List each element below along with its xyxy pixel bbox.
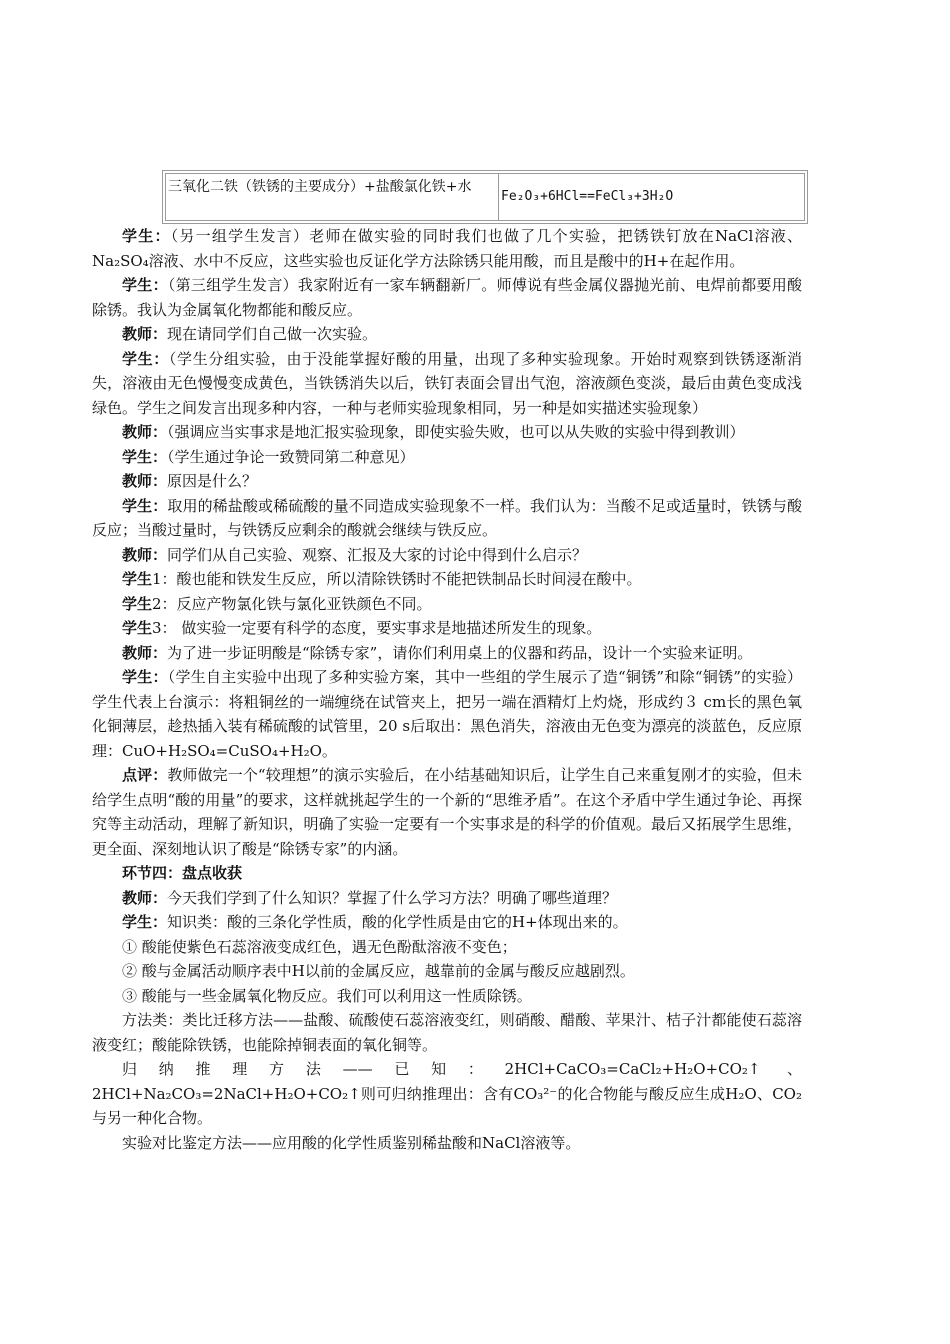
paragraph [92,616,802,641]
paragraph-text: ③ 酸能与一些金属氧化物反应。我们可以利用这一性质除锈。 [122,986,532,1005]
paragraph-text: 2：反应产物氯化铁与氯化亚铁颜色不同。 [152,594,432,613]
speaker-label: 学生： [122,227,171,245]
paragraph-text: （学生分组实验，由于没能掌握好酸的用量，出现了多种实验现象。开始时观察到铁锈逐渐消失，溶液由无色慢慢变成黄色，当铁锈消失以后，铁钉表面会冒出气泡，溶液颜色变淡，最后由黄色变成浅绿色。学生之间发言出现多种内容，一种与老师实验现象相同，另一种是如实描述实验现象） [92,349,802,417]
speaker-label: 教师： [122,423,168,441]
paragraph [92,273,802,322]
speaker-label: 教师： [122,472,168,490]
speaker-label: 点评： [122,766,168,784]
speaker-label: 学生： [122,447,168,466]
speaker-label: 学生 [122,619,153,637]
paragraph [92,469,802,494]
paragraph-text: 归纳推理方法——已知：2HCl+CaCO₃=CaCl₂+H₂O+CO₂↑ 、 2HCl+Na₂CO₃=2NaCl+H₂O+CO₂↑则可归纳推理出：含有CO₃²⁻的化合物能与酸反应生成H₂O、CO₂与另一种化合物。 [92,1060,802,1127]
speaker-label: 教师： [122,325,168,343]
paragraph [92,445,802,470]
paragraph [92,1057,802,1131]
paragraph-text: 方法类：类比迁移方法——盐酸、硫酸使石蕊溶液变红，则硝酸、醋酸、苹果汁、桔子汁都能使石蕊溶液变红；酸能除铁锈，也能除掉铜表面的氧化铜等。 [92,1011,802,1054]
paragraph [92,665,802,763]
paragraph [92,886,802,911]
speaker-label: 学生： [122,276,168,294]
reaction-description-cell: 三氧化二铁（铁锈的主要成分）+盐酸氯化铁+水 [166,174,499,220]
speaker-label: 学生： [122,349,169,368]
document-page [92,170,802,1155]
speaker-label: 学生： [122,913,168,931]
paragraph-text: 同学们从自己实验、观察、汇报及大家的讨论中得到什么启示？ [167,545,588,564]
paragraph-text: 实验对比鉴定方法——应用酸的化学性质鉴别稀盐酸和NaCl溶液等。 [122,1133,581,1152]
paragraph [92,1131,802,1156]
paragraph-text: 教师做完一个“较理想”的演示实验后，在小结基础知识后，让学生自己来重复刚才的实验，但未给学生点明“酸的用量”的要求，这样就挑起学生的一个新的“思维矛盾”。在这个矛盾中学生通过争论、再探究等主动活动，理解了新知识，明确了实验一定要有一个实事求是的科学的价值观。最后又拓展学生思维，更全面、深刻地认识了酸是“除锈专家”的内涵。 [92,766,802,858]
paragraph-text: ① 酸能使紫色石蕊溶液变成红色，遇无色酚酞溶液不变色； [122,937,517,956]
paragraph [92,641,802,666]
speaker-label: 学生 [122,594,153,613]
paragraph [92,959,802,984]
reaction-table-row [165,173,805,221]
paragraph [92,861,802,886]
paragraph-text: （另一组学生发言）老师在做实验的同时我们也做了几个实验，把锈铁钉放在NaCl溶液、Na₂SO₄溶液、水中不反应，这些实验也反证化学方法除锈只能用酸，而且是酸中的H+在起作用。 [92,227,802,270]
paragraph-text: （学生自主实验中出现了多种实验方案，其中一些组的学生展示了造“铜锈”和除“铜锈”的实验）学生代表上台演示：将粗铜丝的一端缠绕在试管夹上，把另一端在酒精灯上灼烧，形成约３ cm长的黑色氧化铜薄层，趁热插入装有稀硫酸的试管里，20 s后取出：黑色消失，溶液由无色变为漂亮的淡蓝色，反应原理：CuO+H₂SO₄=CuSO₄+H₂O。 [92,668,802,760]
body-text [92,224,802,1155]
paragraph [92,763,802,861]
speaker-label: 学生： [122,668,168,686]
paragraph [92,910,802,935]
paragraph [92,347,802,421]
paragraph [92,1008,802,1057]
paragraph [92,420,802,445]
paragraph-text: 今天我们学到了什么知识？掌握了什么学习方法？明确了哪些道理？ [167,888,618,907]
paragraph [92,543,802,568]
paragraph [92,935,802,960]
paragraph [92,567,802,592]
reaction-equation-cell: Fe₂O₃+6HCl==FeCl₃+3H₂O [501,189,674,204]
paragraph-text: 知识类：酸的三条化学性质，酸的化学性质是由它的H+体现出来的。 [167,913,628,931]
speaker-label: 环节四：盘点收获 [122,864,243,882]
speaker-label: 学生： [122,496,168,515]
paragraph-text: 现在请同学们自己做一次实验。 [167,325,378,343]
paragraph [92,322,802,347]
paragraph-text: （强调应当实事求是地汇报实验现象，即使实验失败，也可以从失败的实验中得到教训） [167,423,745,441]
speaker-label: 学生 [122,570,153,588]
paragraph-text: （第三组学生发言）我家附近有一家车辆翻新厂。师傅说有些金属仪器抛光前、电焊前都要用酸除锈。我认为金属氧化物都能和酸反应。 [92,276,802,319]
paragraph-text: 3： 做实验一定要有科学的态度，要实事求是地描述所发生的现象。 [152,619,602,637]
paragraph [92,984,802,1009]
paragraph [92,224,802,273]
paragraph [92,494,802,543]
paragraph-text: 1：酸也能和铁发生反应，所以清除铁锈时不能把铁制品长时间浸在酸中。 [152,570,642,588]
paragraph-text: 原因是什么？ [167,472,258,490]
paragraph-text: 为了进一步证明酸是“除锈专家”，请你们利用桌上的仪器和药品，设计一个实验来证明。 [167,643,753,662]
paragraph-text: ② 酸与金属活动顺序表中H以前的金属反应，越靠前的金属与酸反应越剧烈。 [122,962,635,980]
paragraph [92,592,802,617]
speaker-label: 教师： [122,643,168,662]
speaker-label: 教师： [122,888,168,907]
paragraph-text: （学生通过争论一致赞同第二种意见） [167,447,415,466]
speaker-label: 教师： [122,545,168,564]
paragraph-text: 取用的稀盐酸或稀硫酸的量不同造成实验现象不一样。我们认为：当酸不足或适量时，铁锈与酸反应；当酸过量时，与铁锈反应剩余的酸就会继续与铁反应。 [92,496,802,539]
reaction-table [162,170,808,224]
